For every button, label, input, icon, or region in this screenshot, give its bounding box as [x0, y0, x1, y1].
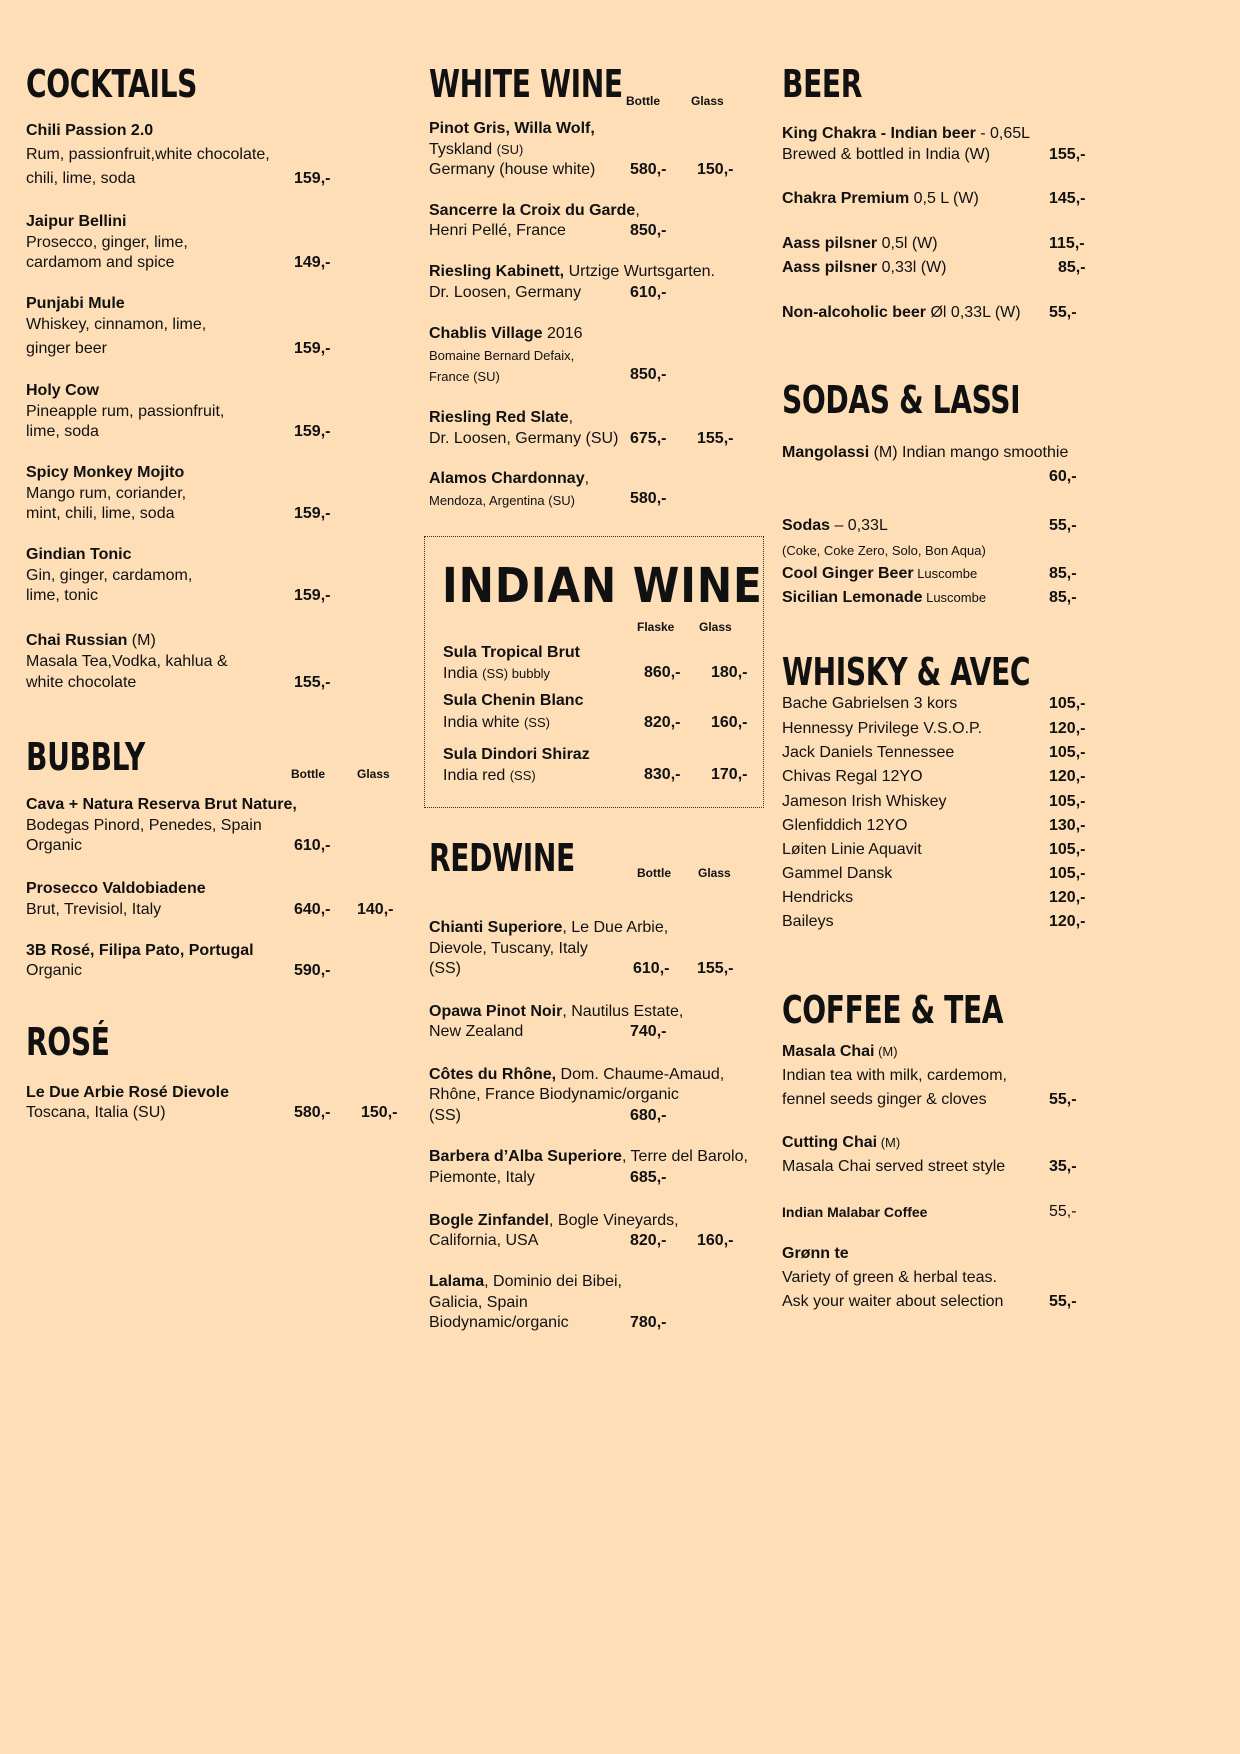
menu-item-desc: cardamom and spice — [26, 254, 175, 271]
menu-item-name-rest: 0,5 L (W) — [909, 190, 979, 207]
menu-item-desc: Organic — [26, 837, 83, 854]
menu-item-desc: India red — [443, 767, 510, 784]
menu-item-price: 115,- — [1049, 235, 1085, 252]
menu-item-name-rest: , Nautilus Estate, — [562, 1003, 684, 1020]
menu-item-name-line — [429, 469, 589, 489]
menu-item-name: Chili Passion 2.0 — [26, 122, 154, 139]
menu-item-price: 155,- — [1049, 146, 1086, 163]
menu-item-desc-line — [443, 766, 536, 786]
menu-item-name: Opawa Pinot Noir — [429, 1003, 563, 1020]
menu-item-name-line — [782, 564, 977, 584]
menu-item-price-bottle: 780,- — [630, 1314, 667, 1331]
menu-item-name-line — [782, 443, 1068, 463]
menu-item-desc: (SS) — [429, 1107, 461, 1124]
menu-item-name-line — [429, 1147, 748, 1167]
column-header-bottle: Bottle — [291, 767, 325, 781]
menu-item-desc: Dr. Loosen, Germany (SU) — [429, 430, 619, 447]
menu-item-name: Chianti Superiore — [429, 919, 563, 936]
menu-item-desc: Rum, passionfruit,white chocolate, — [26, 146, 270, 163]
column-header-glass: Glass — [357, 767, 390, 781]
menu-item-desc: chili, lime, soda — [26, 170, 136, 187]
menu-item-desc: lime, tonic — [26, 587, 99, 604]
menu-item-desc: Gin, ginger, cardamom, — [26, 567, 193, 584]
indian-wine-heading: INDIAN WINE — [442, 558, 763, 614]
menu-item-name: Jack Daniels Tennessee — [782, 744, 955, 761]
menu-item-name: Indian Malabar Coffee — [782, 1204, 928, 1220]
menu-item-name: Masala Chai — [782, 1043, 875, 1060]
white-wine-heading: WHITE WINE — [429, 62, 623, 106]
menu-item-name: Chivas Regal 12YO — [782, 768, 923, 785]
menu-item-desc-line — [443, 664, 550, 684]
menu-item-price: 159,- — [294, 587, 331, 604]
menu-item-name-line — [782, 303, 1021, 323]
menu-item-price-bottle: 580,- — [294, 1104, 331, 1121]
menu-item-price-glass: 150,- — [697, 161, 734, 178]
column-header-bottle: Bottle — [626, 94, 660, 108]
menu-item-desc: Dr. Loosen, Germany — [429, 284, 582, 301]
menu-item-name: Le Due Arbie Rosé Dievole — [26, 1084, 230, 1101]
menu-item-note: (SS) bubbly — [482, 666, 551, 681]
menu-item-desc: ginger beer — [26, 340, 107, 357]
menu-item-price-bottle: 580,- — [630, 490, 667, 507]
menu-item-name-rest: , — [568, 409, 574, 426]
menu-item-price-bottle: 640,- — [294, 901, 331, 918]
column-header-glass: Glass — [691, 94, 724, 108]
menu-item-name-line — [782, 234, 938, 254]
menu-item-name: Riesling Kabinett, — [429, 263, 565, 280]
menu-item-name: Bogle Zinfandel — [429, 1212, 549, 1229]
menu-item-price-bottle: 820,- — [644, 714, 681, 731]
menu-item-desc: California, USA — [429, 1232, 539, 1249]
menu-item-price-glass: 155,- — [697, 430, 734, 447]
menu-item-desc: Bodegas Pinord, Penedes, Spain — [26, 817, 262, 834]
menu-item-desc-line — [443, 713, 550, 733]
menu-item-price: 55,- — [1049, 517, 1077, 534]
menu-item-name-rest: 0,5l (W) — [877, 235, 938, 252]
menu-item-desc: Ask your waiter about selection — [782, 1293, 1004, 1310]
menu-item-note: (SS) — [523, 715, 550, 730]
menu-item-desc: Henri Pellé, France — [429, 222, 566, 239]
menu-item-price: 60,- — [1049, 468, 1077, 485]
menu-item-price-bottle: 610,- — [294, 837, 331, 854]
menu-item-price: 85,- — [1049, 589, 1077, 606]
menu-item-name: Chakra Premium — [782, 190, 910, 207]
menu-item-price: 105,- — [1049, 793, 1086, 810]
menu-item-note: (M) — [874, 1044, 898, 1059]
menu-item-desc: Organic — [26, 962, 83, 979]
menu-item-name: Jameson Irish Whiskey — [782, 793, 947, 810]
menu-item-price-glass: 155,- — [697, 960, 734, 977]
menu-item-name: Hendricks — [782, 889, 854, 906]
menu-item-name-line — [782, 588, 986, 608]
menu-item-desc: Galicia, Spain — [429, 1294, 528, 1311]
menu-item-name-rest: , Bogle Vineyards, — [549, 1212, 679, 1229]
menu-item-note: Luscombe — [922, 590, 987, 605]
menu-item-price-bottle: 610,- — [633, 960, 670, 977]
menu-item-name-line — [429, 1002, 683, 1022]
menu-item-price-glass: 160,- — [697, 1232, 734, 1249]
menu-item-price: 120,- — [1049, 768, 1086, 785]
menu-item-desc: India white — [443, 714, 524, 731]
menu-item-name: Hennessy Privilege V.S.O.P. — [782, 720, 983, 737]
menu-item-name: Sula Chenin Blanc — [443, 692, 584, 709]
menu-item-name-line — [782, 124, 1030, 144]
menu-item-desc: Mango rum, coriander, — [26, 485, 187, 502]
menu-item-name: Chai Russian — [26, 632, 128, 649]
menu-item-price-bottle: 685,- — [630, 1169, 667, 1186]
menu-item-price: 105,- — [1049, 865, 1086, 882]
sodas-heading: SODAS & LASSI — [782, 378, 1021, 422]
menu-item-name: Bache Gabrielsen 3 kors — [782, 695, 958, 712]
whisky-heading: WHISKY & AVEC — [782, 650, 1031, 694]
menu-item-price: 149,- — [294, 254, 331, 271]
menu-item-name: Sodas — [782, 517, 831, 534]
menu-item-desc: Dievole, Tuscany, Italy — [429, 940, 588, 957]
menu-item-name: Prosecco Valdobiadene — [26, 880, 206, 897]
menu-item-desc: Indian tea with milk, cardemom, — [782, 1067, 1007, 1084]
menu-item-price-bottle: 580,- — [630, 161, 667, 178]
menu-item-name: Non-alcoholic beer — [782, 304, 927, 321]
menu-item-name: Mangolassi — [782, 444, 870, 461]
menu-item-price: 55,- — [1049, 1293, 1077, 1310]
menu-item-price: 105,- — [1049, 744, 1086, 761]
menu-item-name: Spicy Monkey Mojito — [26, 464, 185, 481]
menu-item-desc: Variety of green & herbal teas. — [782, 1269, 997, 1286]
menu-item-name-rest: 0,33l (W) — [877, 259, 947, 276]
menu-item-name-line — [429, 408, 573, 428]
menu-item-name-line — [782, 516, 888, 536]
menu-item-desc: Pineapple rum, passionfruit, — [26, 403, 225, 420]
menu-item-name: Holy Cow — [26, 382, 99, 399]
menu-item-price: 120,- — [1049, 913, 1086, 930]
column-header-glass: Glass — [698, 866, 731, 880]
menu-item-price-bottle: 850,- — [630, 222, 667, 239]
menu-item-name-rest: , — [584, 470, 590, 487]
menu-item-name-line — [26, 631, 156, 651]
menu-item-price: 120,- — [1049, 889, 1086, 906]
menu-item-name: Gammel Dansk — [782, 865, 893, 882]
menu-item-name-rest: (M) Indian mango smoothie — [869, 444, 1069, 461]
menu-item-name: Glenfiddich 12YO — [782, 817, 908, 834]
menu-item-price: 159,- — [294, 423, 331, 440]
menu-item-price: 159,- — [294, 340, 331, 357]
menu-item-price: 159,- — [294, 170, 331, 187]
menu-item-note: (SU) — [496, 142, 524, 157]
menu-item-name-rest: - 0,65L — [975, 125, 1031, 142]
menu-item-name-rest: Øl 0,33L (W) — [926, 304, 1021, 321]
menu-item-price: 55,- — [1049, 304, 1077, 321]
menu-item-name-line — [429, 324, 583, 344]
menu-item-name-rest: Urtzige Wurtsgarten. — [564, 263, 715, 280]
menu-item-desc: Germany (house white) — [429, 161, 596, 178]
menu-item-price: 55,- — [1049, 1091, 1077, 1108]
menu-item-desc: Bomaine Bernard Defaix, — [429, 348, 575, 363]
menu-item-name: Pinot Gris, Willa Wolf, — [429, 120, 595, 137]
menu-item-price: 105,- — [1049, 695, 1086, 712]
menu-item-desc: New Zealand — [429, 1023, 524, 1040]
menu-item-name: Sula Tropical Brut — [443, 644, 580, 661]
menu-item-price-glass: 140,- — [357, 901, 394, 918]
menu-item-name: Côtes du Rhône, — [429, 1066, 557, 1083]
menu-item-price: 85,- — [1058, 259, 1086, 276]
menu-item-price-bottle: 680,- — [630, 1107, 667, 1124]
menu-item-name: Jaipur Bellini — [26, 213, 127, 230]
menu-item-desc: Toscana, Italia (SU) — [26, 1104, 166, 1121]
menu-item-name-line — [782, 1133, 900, 1153]
menu-item-name-rest: , Le Due Arbie, — [562, 919, 669, 936]
menu-item-name: Baileys — [782, 913, 834, 930]
menu-item-desc: India — [443, 665, 483, 682]
menu-item-price-bottle: 675,- — [630, 430, 667, 447]
menu-item-price-bottle: 850,- — [630, 366, 667, 383]
menu-item-name-rest: – 0,33L — [830, 517, 888, 534]
menu-item-name: Gindian Tonic — [26, 546, 132, 563]
menu-item-price: 35,- — [1049, 1158, 1077, 1175]
menu-item-desc: Rhône, France Biodynamic/organic — [429, 1086, 679, 1103]
menu-item-price-glass: 160,- — [711, 714, 748, 731]
menu-item-desc: France (SU) — [429, 369, 500, 384]
menu-item-note: Luscombe — [913, 566, 978, 581]
menu-item-price-glass: 150,- — [361, 1104, 398, 1121]
menu-item-desc: Masala Tea,Vodka, kahlua & — [26, 653, 228, 670]
menu-item-name: Lalama — [429, 1273, 485, 1290]
menu-item-name-line — [429, 1272, 622, 1292]
menu-item-price-bottle: 830,- — [644, 766, 681, 783]
menu-item-desc: Brewed & bottled in India (W) — [782, 146, 991, 163]
menu-item-desc: white chocolate — [26, 674, 137, 691]
beer-heading: BEER — [782, 62, 863, 106]
menu-item-name: Cava + Natura Reserva Brut Nature, — [26, 796, 297, 813]
menu-item-name: Sicilian Lemonade — [782, 589, 923, 606]
menu-item-name-rest: , — [635, 202, 640, 219]
menu-item-desc: Tyskland — [429, 141, 497, 158]
menu-item-name: Aass pilsner — [782, 235, 878, 252]
menu-item-name: Chablis Village — [429, 325, 543, 342]
menu-item-price: 130,- — [1049, 817, 1086, 834]
red-wine-heading: REDWINE — [429, 836, 575, 880]
menu-item-name-rest: 2016 — [542, 325, 583, 342]
menu-item-note: (SS) — [509, 768, 536, 783]
menu-item-name-line — [429, 1065, 724, 1085]
menu-item-name: Alamos Chardonnay — [429, 470, 585, 487]
menu-item-desc: Whiskey, cinnamon, lime, — [26, 316, 207, 333]
menu-item-price-glass: 170,- — [711, 766, 748, 783]
menu-item-price-glass: 180,- — [711, 664, 748, 681]
coffee-heading: COFFEE & TEA — [782, 988, 1004, 1032]
menu-item-desc: fennel seeds ginger & cloves — [782, 1091, 987, 1108]
column-header-bottle: Flaske — [637, 620, 675, 634]
column-header-bottle: Bottle — [637, 866, 671, 880]
menu-item-name-line — [429, 262, 715, 282]
menu-item-name-line — [782, 258, 947, 278]
menu-item-desc: Mendoza, Argentina (SU) — [429, 493, 575, 508]
menu-item-price: 145,- — [1049, 190, 1086, 207]
menu-item-price: 155,- — [294, 674, 331, 691]
menu-item-name-rest: Dom. Chaume-Amaud, — [556, 1066, 725, 1083]
menu-item-desc: Masala Chai served street style — [782, 1158, 1006, 1175]
menu-item-desc: lime, soda — [26, 423, 99, 440]
menu-item-price-bottle: 590,- — [294, 962, 331, 979]
bubbly-heading: BUBBLY — [26, 735, 145, 779]
menu-item-price: 105,- — [1049, 841, 1086, 858]
menu-item-desc: mint, chili, lime, soda — [26, 505, 175, 522]
menu-item-price: 55,- — [1049, 1203, 1077, 1220]
menu-item-name: Barbera d’Alba Superiore — [429, 1148, 622, 1165]
cocktails-heading: COCKTAILS — [26, 62, 198, 106]
menu-item-desc: Biodynamic/organic — [429, 1314, 569, 1331]
menu-item-name: Cool Ginger Beer — [782, 565, 914, 582]
menu-item-name: Sancerre la Croix du Garde — [429, 202, 636, 219]
menu-item-name-line — [782, 189, 979, 209]
menu-item-name-rest: , Terre del Barolo, — [621, 1148, 748, 1165]
menu-item-name: Grønn te — [782, 1245, 849, 1262]
menu-item-name: Aass pilsner — [782, 259, 878, 276]
menu-item-note: (M) — [127, 632, 156, 649]
menu-item-price-bottle: 740,- — [630, 1023, 667, 1040]
menu-item-desc: (SS) — [429, 960, 461, 977]
menu-item-name: Punjabi Mule — [26, 295, 125, 312]
column-header-glass: Glass — [699, 620, 732, 634]
menu-item-name-line — [429, 201, 640, 221]
menu-item-price-bottle: 860,- — [644, 664, 681, 681]
menu-item-desc: Piemonte, Italy — [429, 1169, 535, 1186]
menu-item-name: Cutting Chai — [782, 1134, 878, 1151]
menu-item-desc-line — [429, 140, 523, 160]
menu-item-name-line — [429, 918, 668, 938]
menu-item-price-bottle: 610,- — [630, 284, 667, 301]
menu-item-name: King Chakra - Indian beer — [782, 125, 976, 142]
menu-item-name-rest: , Dominio dei Bibei, — [484, 1273, 622, 1290]
menu-item-desc: Prosecco, ginger, lime, — [26, 234, 188, 251]
menu-item-name: Løiten Linie Aquavit — [782, 841, 922, 858]
menu-item-name-line — [429, 1211, 679, 1231]
menu-item-desc: Brut, Trevisiol, Italy — [26, 901, 162, 918]
menu-item-note: (M) — [877, 1135, 901, 1150]
menu-item-note: (Coke, Coke Zero, Solo, Bon Aqua) — [782, 543, 986, 558]
menu-item-price: 159,- — [294, 505, 331, 522]
menu-item-name: Riesling Red Slate — [429, 409, 569, 426]
rose-heading: ROSÉ — [26, 1020, 110, 1064]
menu-item-name: 3B Rosé, Filipa Pato, Portugal — [26, 942, 254, 959]
menu-item-name: Sula Dindori Shiraz — [443, 746, 590, 763]
menu-item-price: 120,- — [1049, 720, 1086, 737]
menu-item-price: 85,- — [1049, 565, 1077, 582]
menu-item-name-line — [782, 1042, 898, 1062]
menu-item-price-bottle: 820,- — [630, 1232, 667, 1249]
